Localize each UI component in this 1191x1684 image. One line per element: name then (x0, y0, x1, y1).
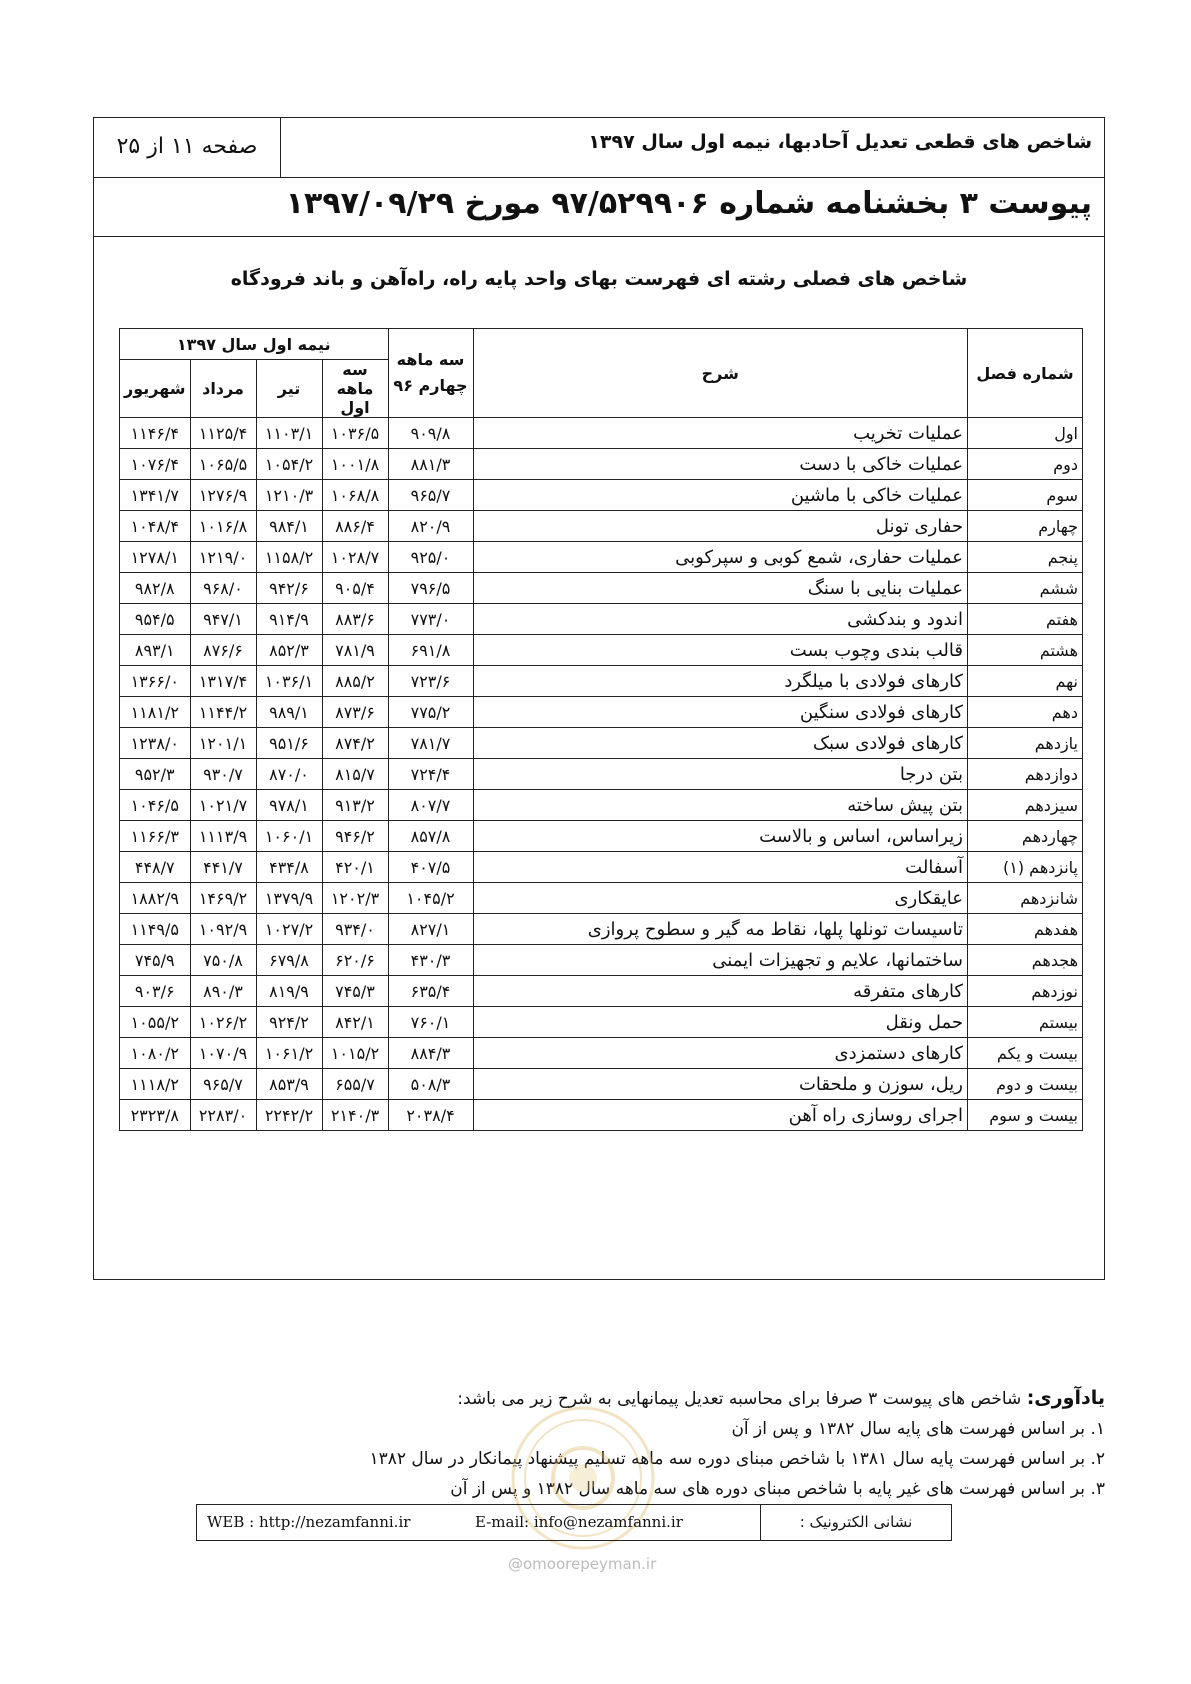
season-cell: بیستم (968, 1007, 1083, 1038)
table-row (120, 728, 1083, 759)
reminder-intro: شاخص های پیوست ۳ صرفا برای محاسبه تعدیل پیمانهایی به شرح زیر می باشد: (457, 1389, 1027, 1409)
shahrivar-cell: ۱۰۷۶/۴ (120, 449, 191, 480)
tir-cell: ۹۵۱/۶ (256, 728, 322, 759)
mordad-cell: ۸۷۶/۶ (190, 635, 256, 666)
description-cell: کارهای فولادی با میلگرد (473, 666, 968, 697)
tir-cell: ۹۸۹/۱ (256, 697, 322, 728)
mordad-cell: ۹۴۷/۱ (190, 604, 256, 635)
description-cell: اندود و بندکشی (473, 604, 968, 635)
table-row (120, 542, 1083, 573)
reminder-item-2: ۲. بر اساس فهرست پایه سال ۱۳۸۱ با شاخص مبنای دوره سه ماهه تسلیم پیشنهاد پیمانکار در سال ۱۳۸۲ (369, 1449, 1105, 1469)
q4-96-cell: ۶۳۵/۴ (388, 976, 473, 1007)
season-cell: دوازدهم (968, 759, 1083, 790)
description-cell: ساختمانها، علایم و تجهیزات ایمنی (473, 945, 968, 976)
description-cell: کارهای متفرقه (473, 976, 968, 1007)
mordad-cell: ۹۶۵/۷ (190, 1069, 256, 1100)
mordad-cell: ۱۳۱۷/۴ (190, 666, 256, 697)
description-cell: تاسیسات تونلها پلها، نقاط مه گیر و سطوح پروازی (473, 914, 968, 945)
description-cell: کارهای دستمزدی (473, 1038, 968, 1069)
shahrivar-cell: ۱۱۶۶/۳ (120, 821, 191, 852)
season-cell: اول (968, 418, 1083, 449)
table-row (120, 635, 1083, 666)
q4-96-cell: ۸۵۷/۸ (388, 821, 473, 852)
description-cell: آسفالت (473, 852, 968, 883)
shahrivar-cell: ۱۸۸۲/۹ (120, 883, 191, 914)
description-cell: عملیات خاکی با ماشین (473, 480, 968, 511)
table-row (120, 418, 1083, 449)
season-cell: هشتم (968, 635, 1083, 666)
season-cell: سوم (968, 480, 1083, 511)
shahrivar-cell: ۱۰۵۵/۲ (120, 1007, 191, 1038)
bulletin-row (94, 177, 1104, 237)
q1-cell: ۸۸۶/۴ (322, 511, 388, 542)
shahrivar-cell: ۱۱۴۶/۴ (120, 418, 191, 449)
q1-cell: ۸۸۳/۶ (322, 604, 388, 635)
reminder-note (370, 1383, 1106, 1504)
q1-cell: ۱۰۲۸/۷ (322, 542, 388, 573)
description-cell: کارهای فولادی سبک (473, 728, 968, 759)
q1-cell: ۸۸۵/۲ (322, 666, 388, 697)
season-cell: سیزدهم (968, 790, 1083, 821)
table-row (120, 666, 1083, 697)
table-row (120, 604, 1083, 635)
contact-web[interactable]: WEB : http://nezamfanni.ir (207, 1513, 411, 1531)
q4-96-cell: ۲۰۳۸/۴ (388, 1100, 473, 1131)
mordad-cell: ۱۲۰۱/۱ (190, 728, 256, 759)
season-cell: دوم (968, 449, 1083, 480)
season-cell: هجدهم (968, 945, 1083, 976)
reminder-item-1: ۱. بر اساس فهرست های پایه سال ۱۳۸۲ و پس از آن (731, 1419, 1105, 1439)
shahrivar-cell: ۹۸۲/۸ (120, 573, 191, 604)
description-cell: کارهای فولادی سنگین (473, 697, 968, 728)
tir-cell: ۱۰۶۰/۱ (256, 821, 322, 852)
tir-cell: ۸۷۰/۰ (256, 759, 322, 790)
shahrivar-cell: ۱۳۶۶/۰ (120, 666, 191, 697)
q1-cell: ۸۷۴/۲ (322, 728, 388, 759)
mordad-cell: ۸۹۰/۳ (190, 976, 256, 1007)
mordad-cell: ۱۰۲۶/۲ (190, 1007, 256, 1038)
shahrivar-cell: ۱۱۸۱/۲ (120, 697, 191, 728)
q4-96-cell: ۷۲۴/۴ (388, 759, 473, 790)
tir-cell: ۸۵۳/۹ (256, 1069, 322, 1100)
description-cell: عملیات حفاری، شمع کوبی و سپرکوبی (473, 542, 968, 573)
season-cell: نوزدهم (968, 976, 1083, 1007)
tir-cell: ۱۱۰۳/۱ (256, 418, 322, 449)
shahrivar-cell: ۱۳۴۱/۷ (120, 480, 191, 511)
season-cell: بیست و سوم (968, 1100, 1083, 1131)
season-cell: پنجم (968, 542, 1083, 573)
tir-cell: ۱۰۲۷/۲ (256, 914, 322, 945)
season-cell: بیست و دوم (968, 1069, 1083, 1100)
table-row (120, 914, 1083, 945)
contact-email[interactable]: E-mail: info@nezamfanni.ir (475, 1513, 683, 1531)
q4-96-cell: ۸۸۱/۳ (388, 449, 473, 480)
header-first-half-1397: نیمه اول سال ۱۳۹۷ (120, 329, 389, 360)
reminder-item-3: ۳. بر اساس فهرست های غیر پایه با شاخص مبنای دوره های سه ماهه سال ۱۳۸۲ و پس از آن (450, 1479, 1105, 1499)
contact-label: نشانی الکترونیک : (760, 1505, 951, 1540)
table-row (120, 480, 1083, 511)
q4-96-cell: ۸۰۷/۷ (388, 790, 473, 821)
shahrivar-cell: ۱۲۷۸/۱ (120, 542, 191, 573)
q4-96-cell: ۷۲۳/۶ (388, 666, 473, 697)
table-row (120, 976, 1083, 1007)
table-row (120, 1038, 1083, 1069)
document-title: شاخص های قطعی تعدیل آحادبها، نیمه اول سال ۱۳۹۷ (588, 131, 1092, 153)
reminder-label: یادآوری: (1026, 1387, 1105, 1409)
header-q1-line2: اول (340, 398, 370, 417)
q4-96-cell: ۷۷۳/۰ (388, 604, 473, 635)
header-row (94, 118, 1104, 178)
shahrivar-cell: ۹۵۴/۵ (120, 604, 191, 635)
season-cell: یازدهم (968, 728, 1083, 759)
mordad-cell: ۱۰۹۲/۹ (190, 914, 256, 945)
header-season: شماره فصل (968, 329, 1083, 418)
tir-cell: ۹۴۲/۶ (256, 573, 322, 604)
mordad-cell: ۱۰۲۱/۷ (190, 790, 256, 821)
q4-96-cell: ۱۰۴۵/۲ (388, 883, 473, 914)
shahrivar-cell: ۸۹۳/۱ (120, 635, 191, 666)
q1-cell: ۴۲۰/۱ (322, 852, 388, 883)
shahrivar-cell: ۴۴۸/۷ (120, 852, 191, 883)
q1-cell: ۸۱۵/۷ (322, 759, 388, 790)
q1-cell: ۱۰۱۵/۲ (322, 1038, 388, 1069)
mordad-cell: ۱۲۷۶/۹ (190, 480, 256, 511)
table-row (120, 573, 1083, 604)
tir-cell: ۶۷۹/۸ (256, 945, 322, 976)
q4-96-cell: ۷۶۰/۱ (388, 1007, 473, 1038)
tir-cell: ۱۱۵۸/۲ (256, 542, 322, 573)
q4-96-cell: ۹۰۹/۸ (388, 418, 473, 449)
mordad-cell: ۱۴۶۹/۲ (190, 883, 256, 914)
q1-cell: ۶۵۵/۷ (322, 1069, 388, 1100)
q4-96-cell: ۹۲۵/۰ (388, 542, 473, 573)
tir-cell: ۴۳۴/۸ (256, 852, 322, 883)
description-cell: اجرای روسازی راه آهن (473, 1100, 968, 1131)
description-cell: قالب بندی وچوب بست (473, 635, 968, 666)
description-cell: حفاری تونل (473, 511, 968, 542)
mordad-cell: ۱۱۲۵/۴ (190, 418, 256, 449)
table-row (120, 759, 1083, 790)
header-q1-line1: سه ماهه (336, 360, 374, 398)
shahrivar-cell: ۱۱۴۹/۵ (120, 914, 191, 945)
tir-cell: ۱۰۳۶/۱ (256, 666, 322, 697)
mordad-cell: ۹۳۰/۷ (190, 759, 256, 790)
bulletin-heading: پیوست ۳ بخشنامه شماره ۹۷/۵۲۹۹۰۶ مورخ ۱۳۹۷/۰۹/۲۹ (285, 186, 1092, 221)
season-cell: بیست و یکم (968, 1038, 1083, 1069)
table-row (120, 883, 1083, 914)
description-cell: ریل، سوزن و ملحقات (473, 1069, 968, 1100)
season-cell: هفتم (968, 604, 1083, 635)
mordad-cell: ۹۶۸/۰ (190, 573, 256, 604)
season-cell: هفدهم (968, 914, 1083, 945)
index-table (119, 328, 1083, 1131)
page-frame (93, 117, 1105, 1280)
header-tir: تیر (256, 360, 322, 418)
watermark-site: @omoorepeyman.ir (508, 1555, 657, 1573)
description-cell: بتن پیش ساخته (473, 790, 968, 821)
q4-96-cell: ۹۶۵/۷ (388, 480, 473, 511)
header-description: شرح (473, 329, 968, 418)
q4-96-cell: ۸۲۰/۹ (388, 511, 473, 542)
table-row (120, 852, 1083, 883)
tir-cell: ۸۵۲/۳ (256, 635, 322, 666)
header-q1 (322, 360, 388, 418)
q1-cell: ۲۱۴۰/۳ (322, 1100, 388, 1131)
tir-cell: ۹۸۴/۱ (256, 511, 322, 542)
q4-96-cell: ۸۸۴/۳ (388, 1038, 473, 1069)
description-cell: عایقکاری (473, 883, 968, 914)
shahrivar-cell: ۹۰۳/۶ (120, 976, 191, 1007)
q1-cell: ۱۰۰۱/۸ (322, 449, 388, 480)
tir-cell: ۱۰۶۱/۲ (256, 1038, 322, 1069)
tir-cell: ۹۲۴/۲ (256, 1007, 322, 1038)
q1-cell: ۱۰۳۶/۵ (322, 418, 388, 449)
table-row (120, 790, 1083, 821)
tir-cell: ۲۲۴۲/۲ (256, 1100, 322, 1131)
q4-96-cell: ۴۳۰/۳ (388, 945, 473, 976)
shahrivar-cell: ۹۵۲/۳ (120, 759, 191, 790)
shahrivar-cell: ۱۰۸۰/۲ (120, 1038, 191, 1069)
q4-96-cell: ۷۷۵/۲ (388, 697, 473, 728)
mordad-cell: ۲۲۸۳/۰ (190, 1100, 256, 1131)
q4-96-cell: ۶۹۱/۸ (388, 635, 473, 666)
mordad-cell: ۱۲۱۹/۰ (190, 542, 256, 573)
header-q4-line2: چهارم ۹۶ (393, 376, 468, 395)
description-cell: عملیات تخریب (473, 418, 968, 449)
shahrivar-cell: ۱۱۱۸/۲ (120, 1069, 191, 1100)
shahrivar-cell: ۷۴۵/۹ (120, 945, 191, 976)
table-row (120, 821, 1083, 852)
page-number: صفحه ۱۱ از ۲۵ (94, 118, 281, 177)
section-title: شاخص های فصلی رشته ای فهرست بهای واحد پایه راه، راه‌آهن و باند فرودگاه (230, 268, 968, 290)
table-row (120, 511, 1083, 542)
tir-cell: ۱۲۱۰/۳ (256, 480, 322, 511)
table-row (120, 697, 1083, 728)
q4-96-cell: ۷۸۱/۷ (388, 728, 473, 759)
q1-cell: ۷۴۵/۳ (322, 976, 388, 1007)
shahrivar-cell: ۱۲۳۸/۰ (120, 728, 191, 759)
description-cell: حمل ونقل (473, 1007, 968, 1038)
mordad-cell: ۱۰۷۰/۹ (190, 1038, 256, 1069)
q1-cell: ۹۰۵/۴ (322, 573, 388, 604)
season-cell: نهم (968, 666, 1083, 697)
q1-cell: ۷۸۱/۹ (322, 635, 388, 666)
description-cell: زیراساس، اساس و بالاست (473, 821, 968, 852)
tir-cell: ۱۳۷۹/۹ (256, 883, 322, 914)
tir-cell: ۹۱۴/۹ (256, 604, 322, 635)
mordad-cell: ۴۴۱/۷ (190, 852, 256, 883)
mordad-cell: ۱۰۶۵/۵ (190, 449, 256, 480)
table-row (120, 1100, 1083, 1131)
mordad-cell: ۱۰۱۶/۸ (190, 511, 256, 542)
q1-cell: ۹۳۴/۰ (322, 914, 388, 945)
mordad-cell: ۱۱۴۴/۲ (190, 697, 256, 728)
table-row (120, 1069, 1083, 1100)
season-cell: ششم (968, 573, 1083, 604)
season-cell: شانزدهم (968, 883, 1083, 914)
mordad-cell: ۱۱۱۳/۹ (190, 821, 256, 852)
q4-96-cell: ۸۲۷/۱ (388, 914, 473, 945)
q4-96-cell: ۵۰۸/۳ (388, 1069, 473, 1100)
description-cell: عملیات بنایی با سنگ (473, 573, 968, 604)
q1-cell: ۸۴۲/۱ (322, 1007, 388, 1038)
q4-96-cell: ۴۰۷/۵ (388, 852, 473, 883)
season-cell: چهاردهم (968, 821, 1083, 852)
table-body (120, 418, 1083, 1131)
table-row (120, 1007, 1083, 1038)
q1-cell: ۹۴۶/۲ (322, 821, 388, 852)
shahrivar-cell: ۱۰۴۶/۵ (120, 790, 191, 821)
q4-96-cell: ۷۹۶/۵ (388, 573, 473, 604)
season-cell: چهارم (968, 511, 1083, 542)
tir-cell: ۱۰۵۴/۲ (256, 449, 322, 480)
shahrivar-cell: ۱۰۴۸/۴ (120, 511, 191, 542)
header-q4-96 (388, 329, 473, 418)
q1-cell: ۸۷۳/۶ (322, 697, 388, 728)
table-row (120, 945, 1083, 976)
table-row (120, 449, 1083, 480)
q1-cell: ۱۲۰۲/۳ (322, 883, 388, 914)
tir-cell: ۹۷۸/۱ (256, 790, 322, 821)
season-cell: پانزدهم (۱) (968, 852, 1083, 883)
q1-cell: ۱۰۶۸/۸ (322, 480, 388, 511)
header-q4-line1: سه ماهه (396, 350, 465, 369)
header-mordad: مرداد (190, 360, 256, 418)
description-cell: بتن درجا (473, 759, 968, 790)
season-cell: دهم (968, 697, 1083, 728)
q1-cell: ۶۲۰/۶ (322, 945, 388, 976)
mordad-cell: ۷۵۰/۸ (190, 945, 256, 976)
q1-cell: ۹۱۳/۲ (322, 790, 388, 821)
shahrivar-cell: ۲۳۲۳/۸ (120, 1100, 191, 1131)
description-cell: عملیات خاکی با دست (473, 449, 968, 480)
header-shahrivar: شهریور (120, 360, 191, 418)
tir-cell: ۸۱۹/۹ (256, 976, 322, 1007)
contact-box (196, 1504, 952, 1541)
